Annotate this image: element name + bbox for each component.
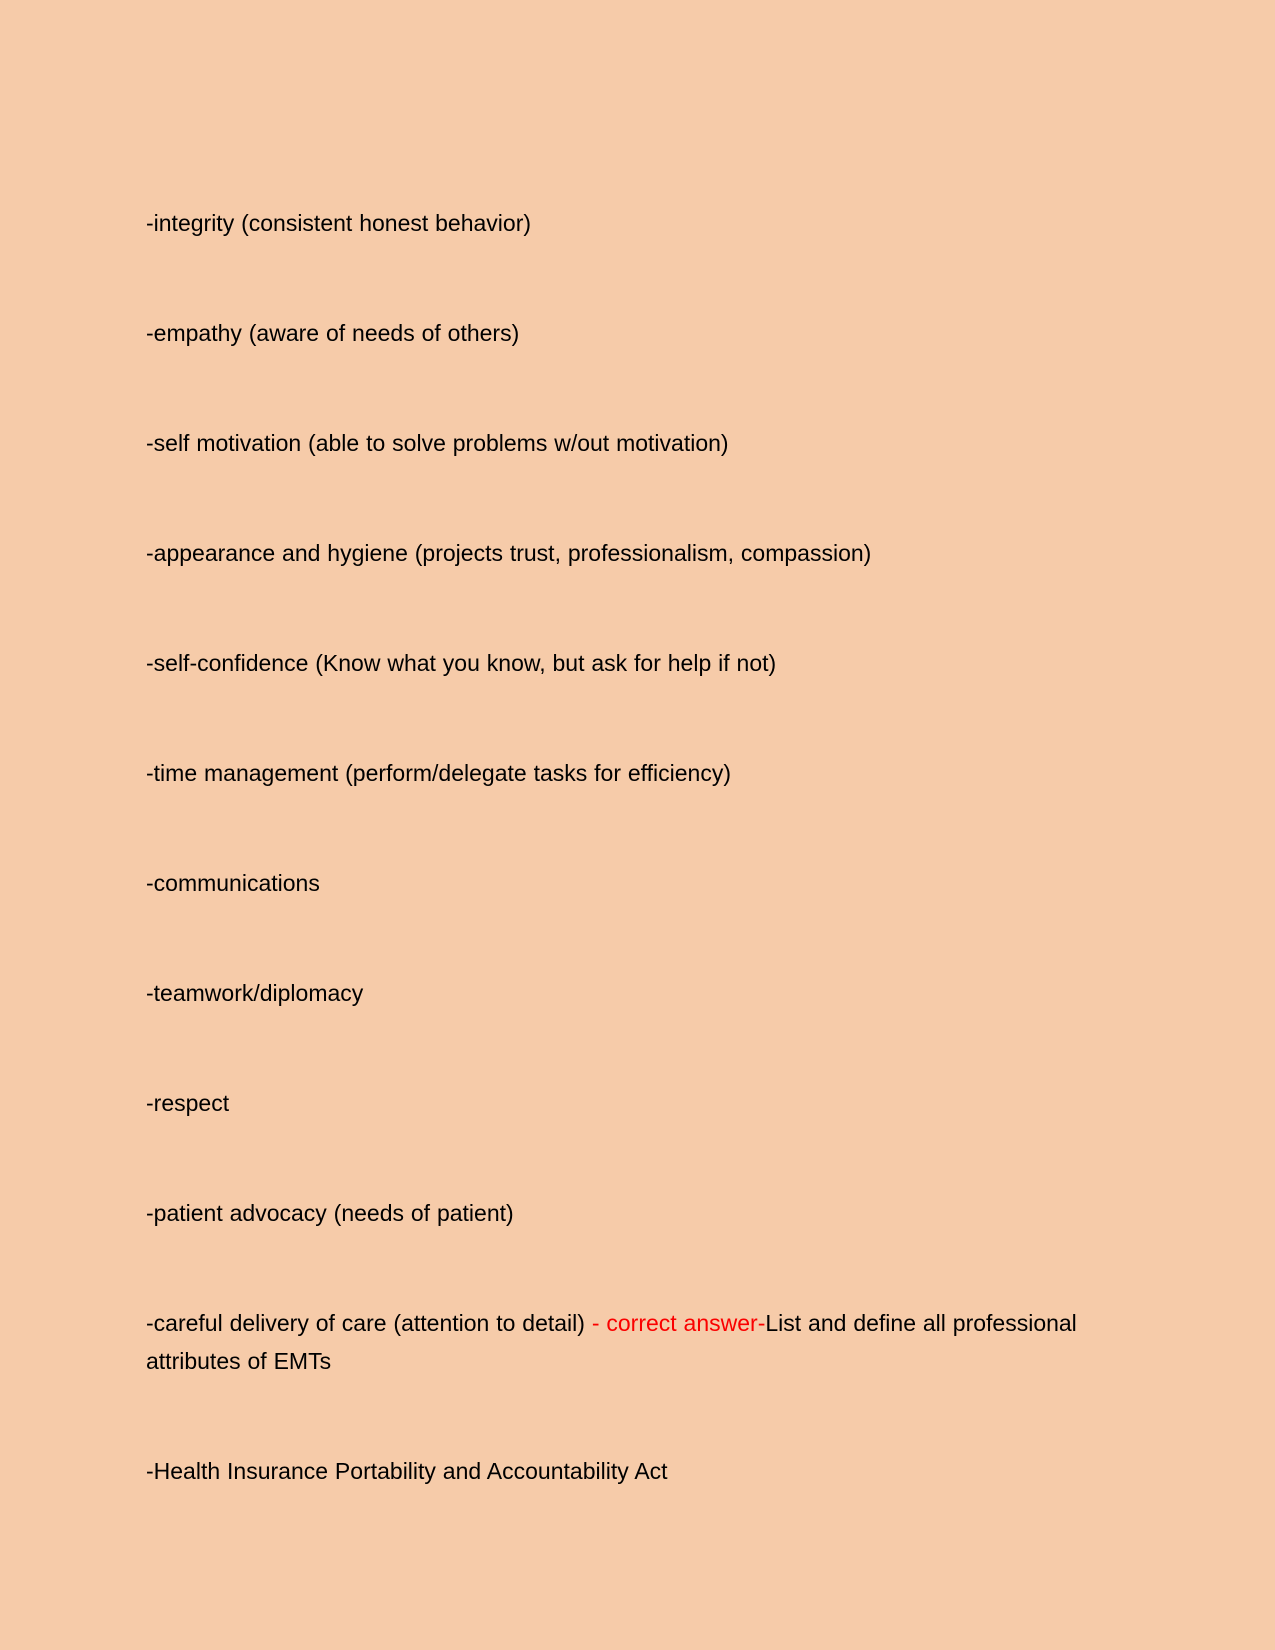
list-item-text: -careful delivery of care (attention to detail) bbox=[146, 1310, 592, 1336]
list-item bbox=[146, 754, 1155, 792]
list-item bbox=[146, 644, 1155, 682]
list-item bbox=[146, 864, 1155, 902]
list-item-text: List and define all professional attributes of EMTs bbox=[146, 1310, 1077, 1374]
list-item-text: -integrity (consistent honest behavior) bbox=[146, 210, 532, 236]
list-item-text: -communications bbox=[146, 870, 320, 896]
list-item-text: -empathy (aware of needs of others) bbox=[146, 320, 520, 346]
list-item bbox=[146, 1304, 1155, 1380]
list-item-text: -self motivation (able to solve problems w/out motivation) bbox=[146, 430, 729, 456]
list-item-text: -self-confidence (Know what you know, but ask for help if not) bbox=[146, 650, 777, 676]
list-item-text: -teamwork/diplomacy bbox=[146, 980, 364, 1006]
list-item bbox=[146, 424, 1155, 462]
list-item bbox=[146, 1452, 1155, 1490]
list-item bbox=[146, 1194, 1155, 1232]
list-item bbox=[146, 534, 1155, 572]
list-item-text: -patient advocacy (needs of patient) bbox=[146, 1200, 514, 1226]
list-item bbox=[146, 974, 1155, 1012]
list-item bbox=[146, 1084, 1155, 1122]
list-item-text: -Health Insurance Portability and Accountability Act bbox=[146, 1458, 668, 1484]
list-item-text: -appearance and hygiene (projects trust, professionalism, compassion) bbox=[146, 540, 872, 566]
list-item bbox=[146, 204, 1155, 242]
correct-answer-marker: - correct answer- bbox=[591, 1310, 766, 1336]
list-item bbox=[146, 314, 1155, 352]
list-item-text: -respect bbox=[146, 1090, 230, 1116]
list-item-text: -time management (perform/delegate tasks for efficiency) bbox=[146, 760, 731, 786]
